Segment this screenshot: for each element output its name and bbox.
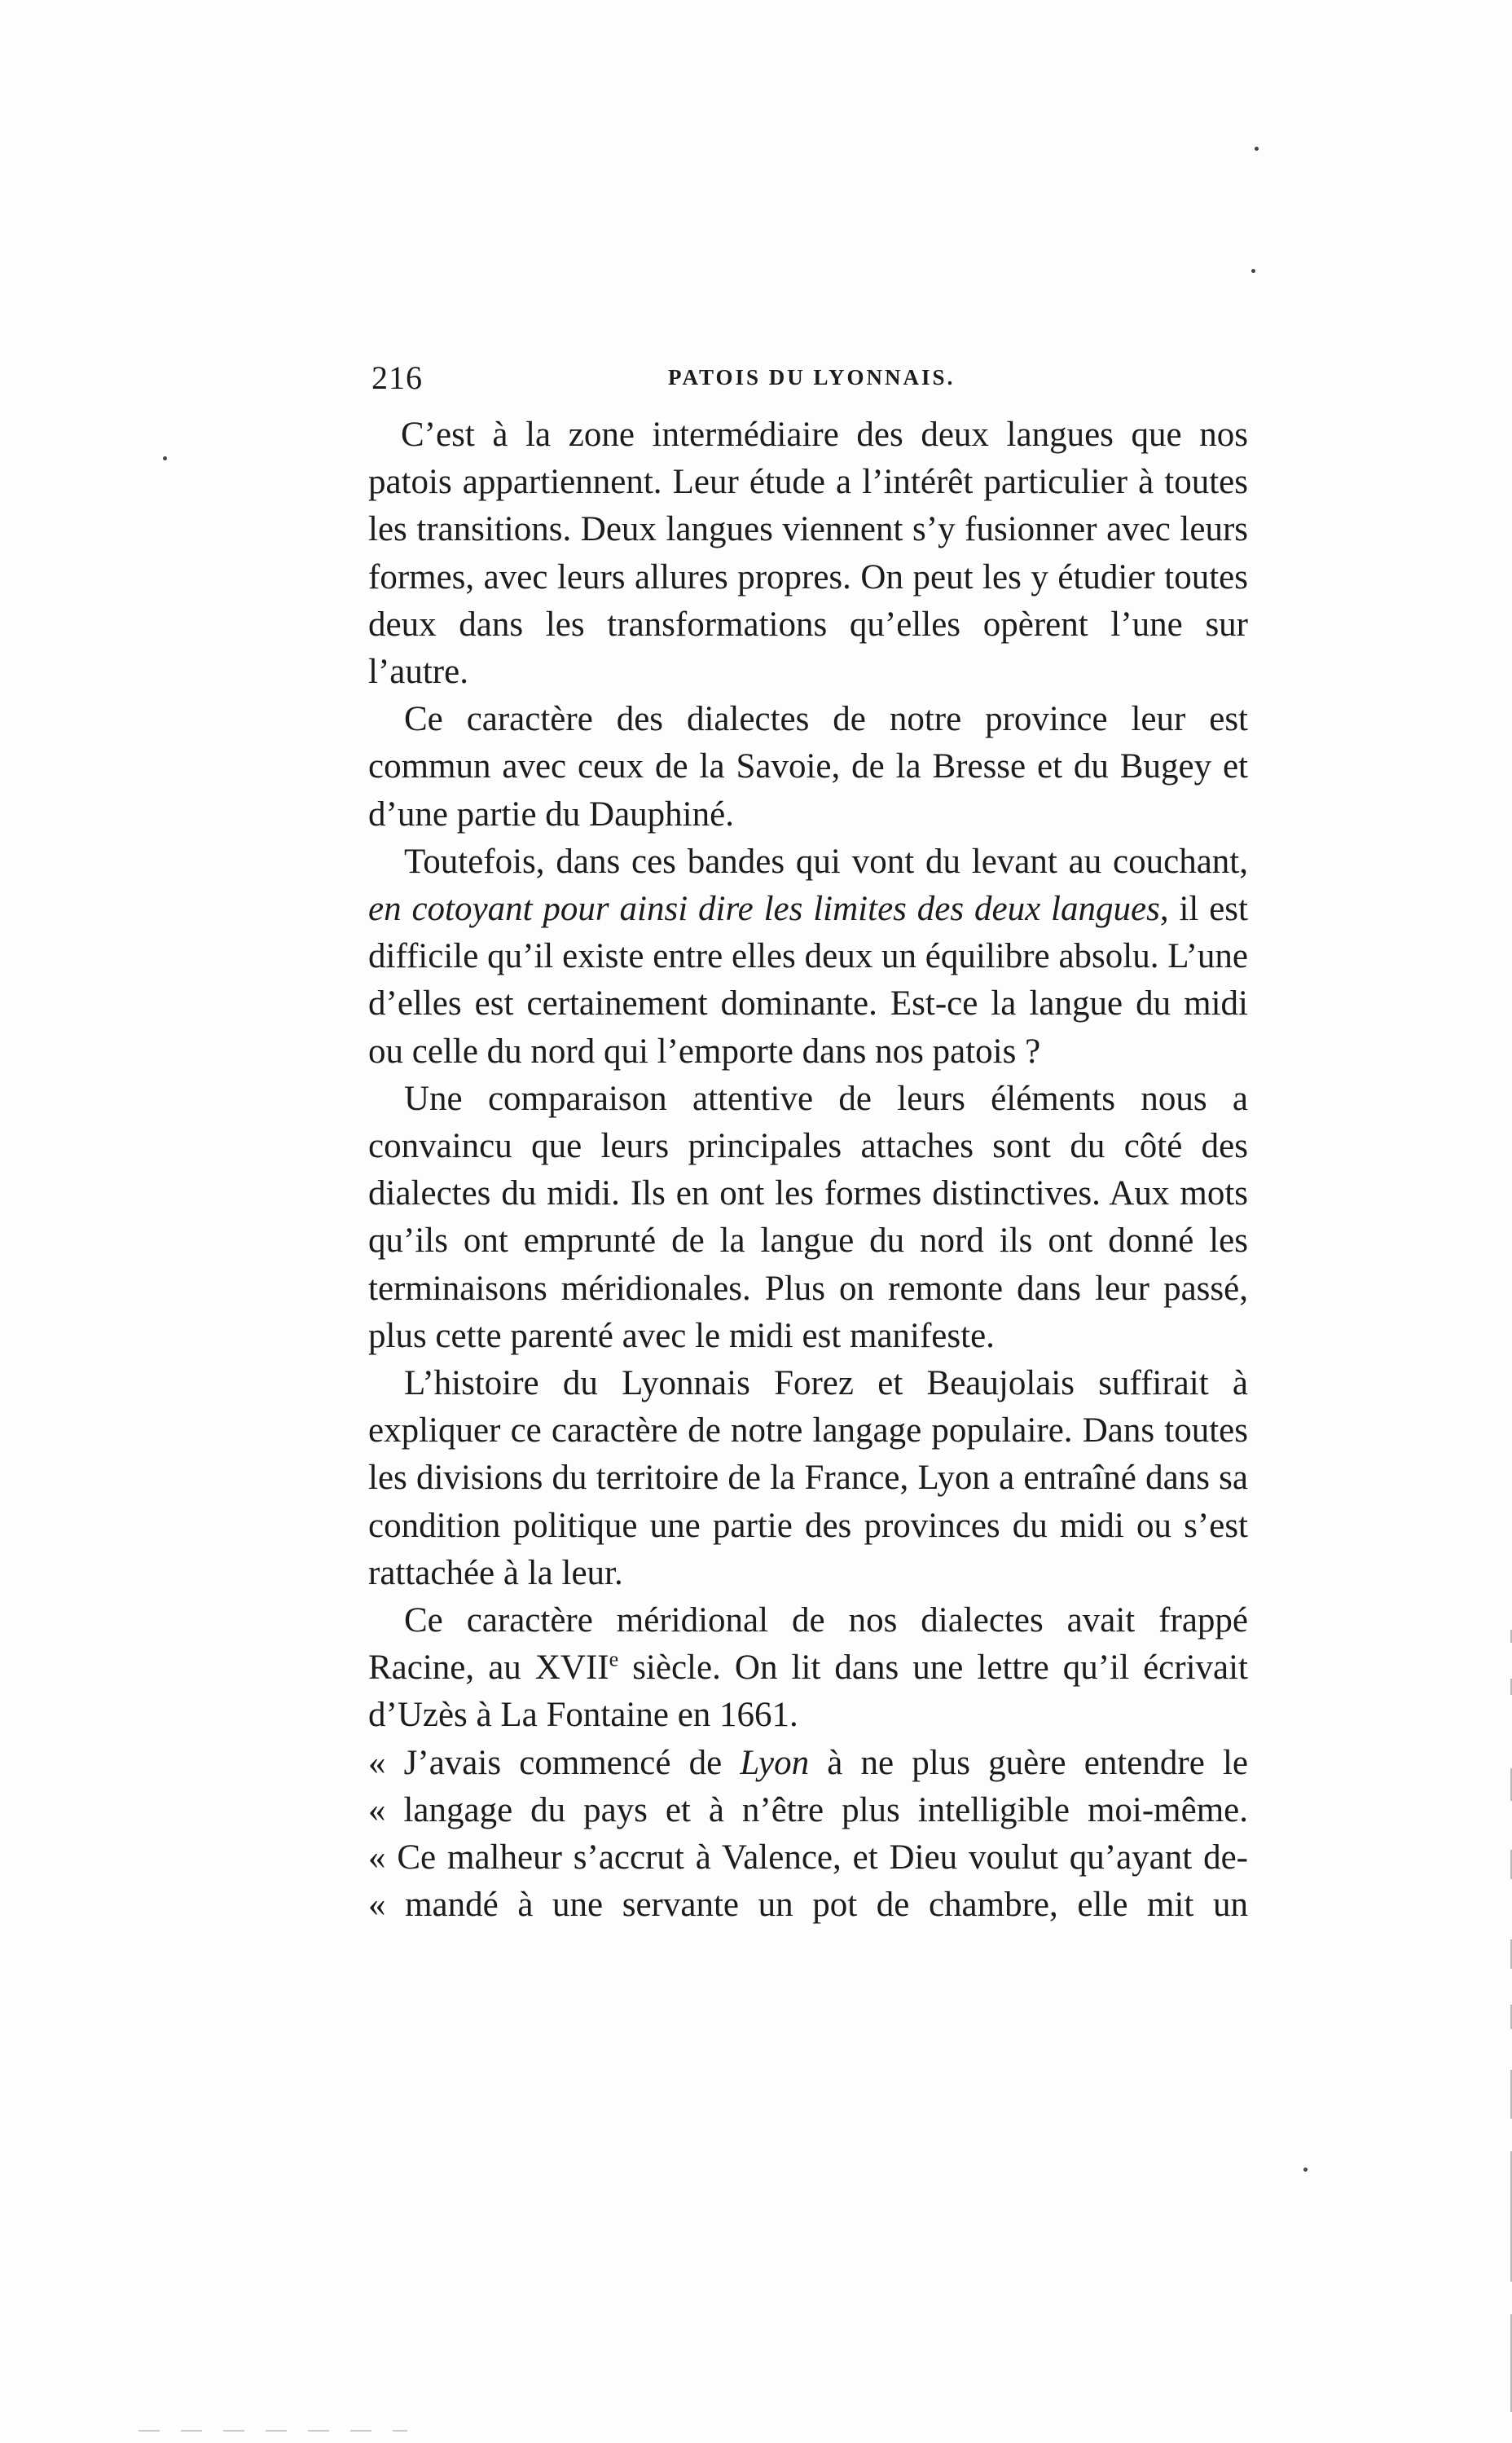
quote-line-1-start: « J’avais commencé de [368, 1743, 741, 1782]
scan-speck [1251, 269, 1255, 273]
paragraph-6-end: siècle. On lit dans une lettre qu’il écrivait d’Uzès à La Fontaine en 1661. [368, 1648, 1248, 1735]
paragraph-3-end: , il est difficile qu’il existe entre elles deux un équilibre absolu. L’une d’elles est certainement dominante. Est-ce la langue du midi ou celle du nord qui l’emporte dans nos patois ? [368, 890, 1248, 1071]
paragraph-3 [368, 839, 1248, 1076]
scan-speck [163, 456, 167, 460]
paragraph-6 [368, 1597, 1248, 1740]
running-head [371, 359, 1276, 407]
quotation [368, 1740, 1248, 1930]
body-text [368, 412, 1248, 1930]
quote-line-3: « Ce malheur s’accrut à Valence, et Dieu voulut qu’ayant de- [368, 1838, 1248, 1877]
page-number: 216 [371, 359, 423, 396]
scan-speck [1303, 2168, 1308, 2172]
quote-line-4: « mandé à une servante un pot de chambre, elle mit un [368, 1886, 1248, 1925]
paragraph-6-superscript: e [609, 1647, 619, 1671]
paragraph-6-start: Ce caractère méridional de nos dialectes avait frappé Racine, au XVII [368, 1601, 1248, 1688]
running-title: PATOIS DU LYONNAIS. [668, 365, 956, 390]
scan-speck [1255, 147, 1259, 151]
paragraph-4: Une comparaison attentive de leurs éléments nous a convaincu que leurs principales attaches sont du côté des dialectes du midi. Ils en ont les formes distinctives. Aux mots qu’ils ont emprunté de la langue du nord ils ont donné les terminaisons méridionales. Plus on remonte dans leur passé, plus cette parenté avec le midi est manifeste. [368, 1079, 1248, 1355]
quote-line-1 [368, 1740, 1248, 1787]
paragraph-3-start: Toutefois, dans ces bandes qui vont du levant au couchant, [404, 842, 1248, 881]
quote-line-2: « langage du pays et à n’être plus intelligible moi-même. [368, 1790, 1248, 1829]
scan-bottom-edge [138, 2430, 407, 2432]
paragraph-2: Ce caractère des dialectes de notre province leur est commun avec ceux de la Savoie, de la Bresse et du Bugey et d’une partie du Dauphiné. [368, 700, 1248, 834]
quote-line-1-end: à ne plus guère entendre le [809, 1743, 1248, 1782]
paragraph-5: L’histoire du Lyonnais Forez et Beaujolais suffirait à expliquer ce caractère de notre langage populaire. Dans toutes les divisions du territoire de la France, Lyon a entraîné dans sa condition politique une partie des provinces du midi ou s’est rattachée à la leur. [368, 1364, 1248, 1592]
paragraph-3-italic: en cotoyant pour ainsi dire les limites des deux langues [368, 890, 1160, 929]
paragraph-1: C’est à la zone intermédiaire des deux langues que nos patois appartiennent. Leur étude a l’intérêt particulier à toutes les transitions. Deux langues viennent s’y fusionner avec leurs formes, avec leurs allures propres. On peut les y étudier toutes deux dans les transformations qu’elles opèrent l’une sur l’autre. [368, 416, 1248, 692]
quote-line-1-italic: Lyon [740, 1743, 810, 1782]
